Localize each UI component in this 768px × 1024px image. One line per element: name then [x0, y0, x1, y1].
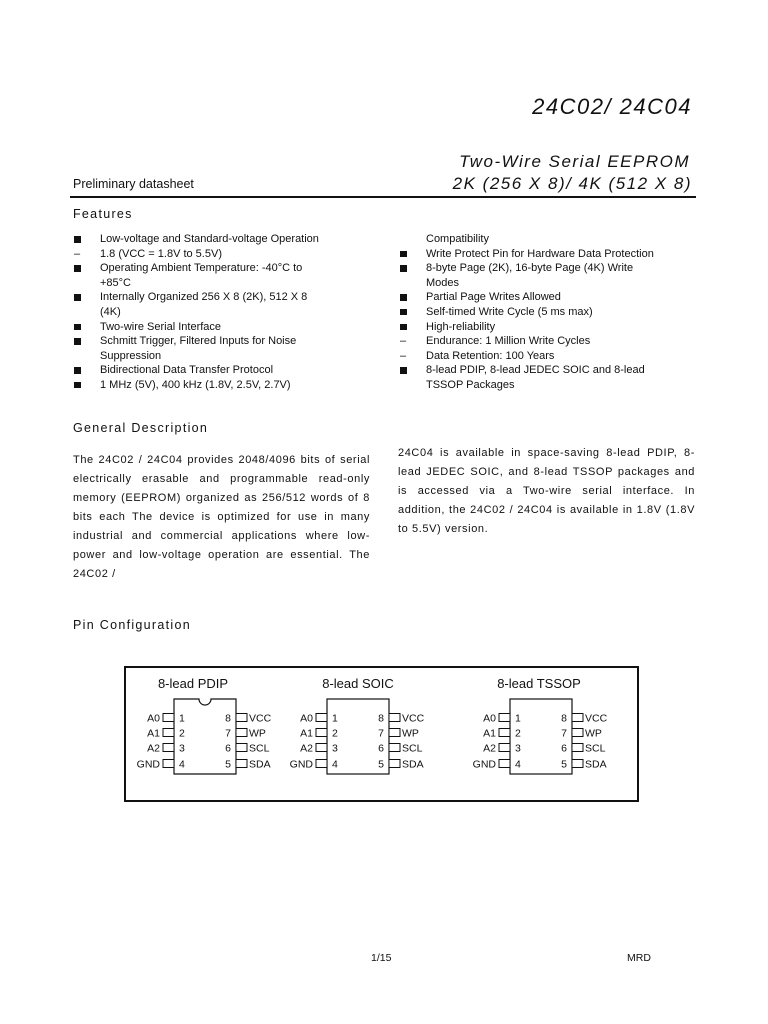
preliminary-label: Preliminary datasheet — [73, 177, 194, 191]
feature-text-line: Endurance: 1 Million Write Cycles — [426, 335, 591, 348]
feature-text-line: Data Retention: 100 Years — [426, 349, 555, 362]
pin-name-label: WP — [402, 727, 419, 740]
feature-item — [73, 290, 373, 319]
pin-lead — [316, 729, 327, 737]
pin-name-label: SCL — [402, 742, 423, 755]
square-bullet-icon — [74, 236, 81, 243]
pin-number-label: 2 — [332, 727, 338, 740]
features-heading: Features — [73, 207, 133, 221]
pin-name-label: SDA — [402, 758, 424, 771]
feature-text-line: Compatibility — [426, 233, 489, 245]
pin-name-label: A2 — [300, 742, 313, 755]
feature-text-line: TSSOP Packages — [426, 378, 515, 391]
feature-item — [399, 305, 699, 320]
pin-lead — [163, 714, 174, 722]
pin-name-label: A1 — [300, 727, 313, 740]
feature-item — [73, 320, 373, 335]
pin-name-label: VCC — [585, 712, 608, 725]
pin-lead — [389, 744, 400, 752]
pin-name-label: A2 — [147, 742, 160, 755]
feature-text-line: 8-lead PDIP, 8-lead JEDEC SOIC and 8-lead — [426, 364, 645, 377]
feature-item — [399, 349, 699, 364]
square-bullet-icon — [400, 265, 407, 272]
pin-lead — [236, 744, 247, 752]
pin-number-label: 7 — [561, 727, 567, 740]
feature-text-line: (4K) — [100, 305, 121, 318]
feature-text-line: 1.8 (VCC = 1.8V to 5.5V) — [100, 247, 222, 260]
pin-lead — [316, 714, 327, 722]
pin-name-label: GND — [472, 758, 496, 771]
feature-text-line: Internally Organized 256 X 8 (2K), 512 X 8 — [100, 291, 308, 304]
package-title: 8-lead TSSOP — [497, 676, 581, 691]
document-subtitle: Two-Wire Serial EEPROM — [459, 152, 690, 171]
pin-name-label: A0 — [147, 712, 160, 725]
dash-bullet-icon: – — [400, 335, 407, 348]
pin-name-label: A2 — [483, 742, 496, 755]
features-list-right — [399, 232, 699, 393]
description-left-column: The 24C02 / 24C04 provides 2048/4096 bits of serial electrically erasable and programmable read-only memory (EEPROM) organized as 256/512 words of 8 bits each The device is optimized for use in many industrial and commercial applications where low-power and low-voltage operation are essential. The 24C02 / — [73, 454, 370, 580]
package-1 — [137, 676, 272, 774]
pin-name-label: VCC — [249, 712, 272, 725]
pin-name-label: WP — [249, 727, 266, 740]
pin-number-label: 5 — [225, 758, 231, 771]
pin-name-label: SDA — [249, 758, 271, 771]
feature-text-line: Schmitt Trigger, Filtered Inputs for Noise — [100, 335, 297, 348]
pin-number-label: 6 — [561, 742, 567, 755]
pin-lead — [316, 760, 327, 768]
pin-number-label: 7 — [225, 727, 231, 740]
pin-lead — [499, 744, 510, 752]
features-list-left — [73, 232, 373, 393]
pin-number-label: 4 — [332, 758, 338, 771]
feature-item — [399, 261, 699, 290]
square-bullet-icon — [74, 324, 81, 331]
square-bullet-icon — [74, 294, 81, 301]
pin-number-label: 6 — [225, 742, 231, 755]
feature-text-line: Bidirectional Data Transfer Protocol — [100, 364, 274, 377]
square-bullet-icon — [400, 294, 407, 301]
feature-item — [399, 363, 699, 392]
feature-text-line: Low-voltage and Standard-voltage Operation — [100, 233, 319, 245]
pin-name-label: GND — [289, 758, 313, 771]
pin-number-label: 3 — [179, 742, 185, 755]
pin-lead — [499, 760, 510, 768]
feature-item — [73, 247, 373, 262]
pin-lead — [572, 744, 583, 752]
feature-text-line: Two-wire Serial Interface — [100, 320, 222, 333]
feature-text-line: Write Protect Pin for Hardware Data Protection — [426, 247, 654, 260]
pin-name-label: WP — [585, 727, 602, 740]
pin-lead — [163, 744, 174, 752]
feature-item — [73, 363, 373, 378]
pin-lead — [316, 744, 327, 752]
pin-lead — [163, 729, 174, 737]
dash-bullet-icon: – — [74, 247, 81, 260]
feature-item — [73, 378, 373, 393]
pin-number-label: 5 — [378, 758, 384, 771]
square-bullet-icon — [74, 367, 81, 374]
pin-name-label: A0 — [483, 712, 496, 725]
pin-number-label: 8 — [378, 712, 384, 725]
package-title: 8-lead SOIC — [322, 676, 394, 691]
pin-number-label: 4 — [179, 758, 185, 771]
pin-lead — [572, 729, 583, 737]
pin-number-label: 7 — [378, 727, 384, 740]
package-3 — [473, 676, 608, 774]
feature-item — [399, 290, 699, 305]
pin-configuration-heading: Pin Configuration — [73, 618, 191, 632]
pin-number-label: 3 — [332, 742, 338, 755]
feature-item — [399, 247, 699, 262]
pin-lead — [389, 729, 400, 737]
pin-name-label: GND — [136, 758, 160, 771]
pin-lead — [389, 714, 400, 722]
square-bullet-icon — [400, 251, 407, 258]
feature-text-line: Partial Page Writes Allowed — [426, 291, 561, 304]
description-right-column: 24C04 is available in space-saving 8-lead PDIP, 8-lead JEDEC SOIC, and 8-lead TSSOP packages and is accessed via a Two-wire serial interface. In addition, the 24C02 / 24C04 is available in 1.8V (1.8V to 5.5V) version. — [398, 447, 695, 535]
pin-number-label: 4 — [515, 758, 521, 771]
general-description-heading: General Description — [73, 421, 209, 435]
pin-name-label: A1 — [147, 727, 160, 740]
square-bullet-icon — [400, 309, 407, 316]
pin-lead — [236, 760, 247, 768]
part-title: 24C02/ 24C04 — [532, 94, 692, 119]
feature-item — [73, 232, 373, 247]
feature-text-line: +85°C — [100, 276, 132, 289]
feature-item — [73, 261, 373, 290]
package-title: 8-lead PDIP — [157, 676, 229, 691]
pin-number-label: 1 — [179, 712, 185, 725]
feature-item — [399, 320, 699, 335]
memory-organization-subtitle: 2K (256 X 8)/ 4K (512 X 8) — [452, 174, 692, 193]
square-bullet-icon — [400, 367, 407, 374]
package-2 — [290, 676, 425, 774]
pin-name-label: SCL — [585, 742, 606, 755]
dash-bullet-icon: – — [400, 349, 407, 362]
page-number: 1/15 — [371, 952, 392, 964]
pin-number-label: 3 — [515, 742, 521, 755]
pin-name-label: SCL — [249, 742, 270, 755]
pin-lead — [499, 729, 510, 737]
pin-lead — [236, 714, 247, 722]
pin-number-label: 1 — [332, 712, 338, 725]
pin-number-label: 8 — [225, 712, 231, 725]
pin-number-label: 5 — [561, 758, 567, 771]
feature-text-line: Suppression — [100, 349, 162, 362]
pin-lead — [572, 714, 583, 722]
feature-text-line: 8-byte Page (2K), 16-byte Page (4K) Write — [426, 262, 634, 275]
feature-text-line: High-reliability — [426, 320, 496, 333]
feature-text-line: 1 MHz (5V), 400 kHz (1.8V, 2.5V, 2.7V) — [100, 378, 291, 391]
square-bullet-icon — [74, 382, 81, 389]
pin-name-label: VCC — [402, 712, 425, 725]
pin-lead — [163, 760, 174, 768]
pin-number-label: 1 — [515, 712, 521, 725]
pin-number-label: 2 — [515, 727, 521, 740]
pin-name-label: SDA — [585, 758, 607, 771]
pin-number-label: 2 — [179, 727, 185, 740]
pin-lead — [572, 760, 583, 768]
header-divider — [70, 196, 696, 198]
square-bullet-icon — [74, 338, 81, 345]
feature-item — [399, 232, 699, 247]
pin-lead — [499, 714, 510, 722]
pin-number-label: 6 — [378, 742, 384, 755]
pin-number-label: 8 — [561, 712, 567, 725]
square-bullet-icon — [400, 324, 407, 331]
square-bullet-icon — [74, 265, 81, 272]
feature-item — [399, 334, 699, 349]
pin-name-label: A0 — [300, 712, 313, 725]
feature-item — [73, 334, 373, 363]
feature-text-line: Operating Ambient Temperature: -40°C to — [100, 262, 303, 275]
feature-text-line: Self-timed Write Cycle (5 ms max) — [426, 305, 593, 318]
pin-configuration-diagram — [124, 666, 639, 802]
pin-lead — [389, 760, 400, 768]
pin-name-label: A1 — [483, 727, 496, 740]
pin-lead — [236, 729, 247, 737]
document-code: MRD — [627, 952, 651, 964]
feature-text-line: Modes — [426, 276, 460, 289]
